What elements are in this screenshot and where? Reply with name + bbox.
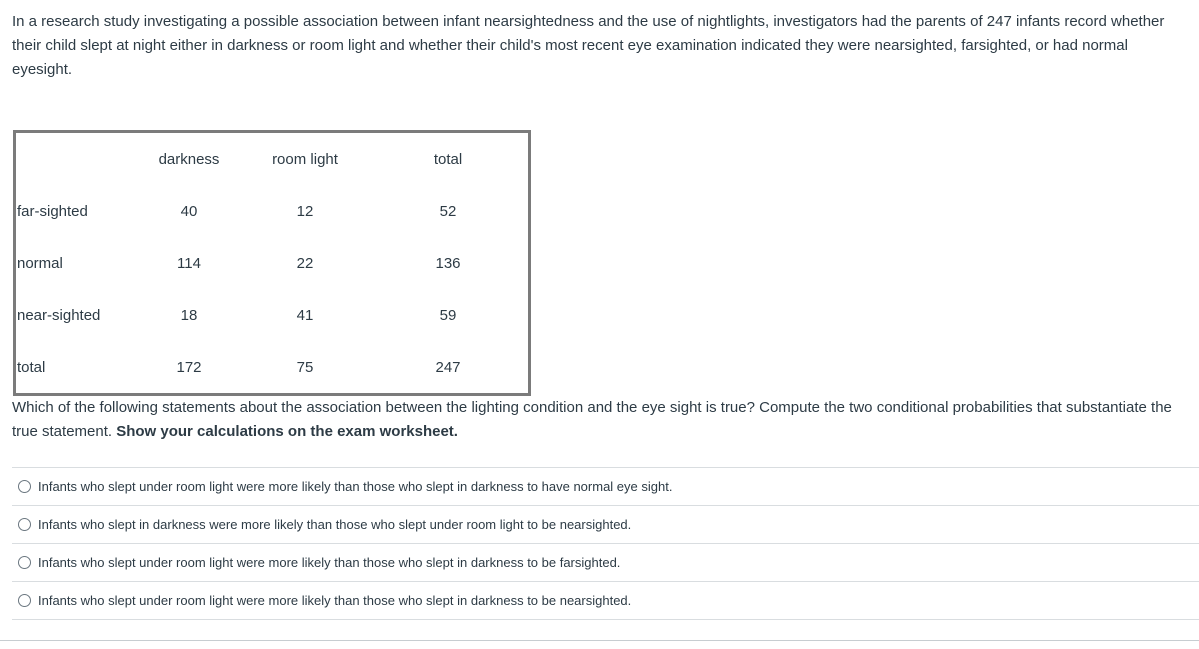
- answer-list: [12, 467, 1199, 620]
- data-table: [16, 133, 528, 393]
- cell-total: 59: [439, 306, 457, 324]
- answer-label: Infants who slept in darkness were more likely than those who slept under room light to be nearsighted.: [38, 517, 632, 532]
- cell-darkness: 40: [180, 202, 198, 220]
- row-label: total: [17, 358, 46, 376]
- cell-darkness: 18: [180, 306, 198, 324]
- table-row: [16, 237, 528, 289]
- answer-label: Infants who slept under room light were more likely than those who slept in darkness to be farsighted.: [38, 555, 621, 570]
- question-intro: In a research study investigating a possible association between infant nearsightedness and the use of nightlights, investigators had the parents of 247 infants record whether their child slept at night either in darkness or room light and whether their child's most recent eye examination indicated they were nearsighted, farsighted, or had normal eyesight.: [12, 13, 1165, 78]
- radio-button[interactable]: [18, 594, 31, 607]
- row-label: near-sighted: [17, 306, 101, 324]
- answer-option[interactable]: [12, 506, 1199, 544]
- cell-total: 247: [435, 358, 461, 376]
- cell-room-light: 41: [296, 306, 314, 324]
- radio-button[interactable]: [18, 480, 31, 493]
- table-header-row: [16, 133, 528, 185]
- header-corner: [16, 133, 136, 185]
- question-prompt: Which of the following statements about the association between the lighting condition and the eye sight is true? Compute the two conditional probabilities that substantiate the true statement.: [12, 399, 1172, 440]
- cell-room-light: 12: [296, 202, 314, 220]
- table-row: [16, 341, 528, 393]
- cell-darkness: 172: [176, 358, 202, 376]
- cell-room-light: 22: [296, 254, 314, 272]
- table-row: [16, 289, 528, 341]
- cell-room-light: 75: [296, 358, 314, 376]
- answer-option[interactable]: [12, 468, 1199, 506]
- contingency-table: [13, 130, 531, 396]
- header-total: total: [433, 150, 463, 168]
- cell-total: 136: [435, 254, 461, 272]
- header-room-light: room light: [272, 150, 338, 168]
- cell-darkness: 114: [177, 254, 201, 272]
- cell-total: 52: [439, 202, 457, 220]
- answer-label: Infants who slept under room light were more likely than those who slept in darkness to have normal eye sight.: [38, 479, 673, 494]
- header-darkness: darkness: [158, 150, 220, 168]
- answer-option[interactable]: [12, 582, 1199, 620]
- row-label: far-sighted: [17, 202, 88, 220]
- bottom-divider: [0, 640, 1199, 641]
- radio-button[interactable]: [18, 518, 31, 531]
- answer-option[interactable]: [12, 544, 1199, 582]
- row-label: normal: [17, 254, 63, 272]
- question-instruction: Show your calculations on the exam worksheet.: [116, 423, 458, 440]
- table-row: [16, 185, 528, 237]
- question-text: [12, 396, 1190, 444]
- radio-button[interactable]: [18, 556, 31, 569]
- answer-label: Infants who slept under room light were more likely than those who slept in darkness to be nearsighted.: [38, 593, 632, 608]
